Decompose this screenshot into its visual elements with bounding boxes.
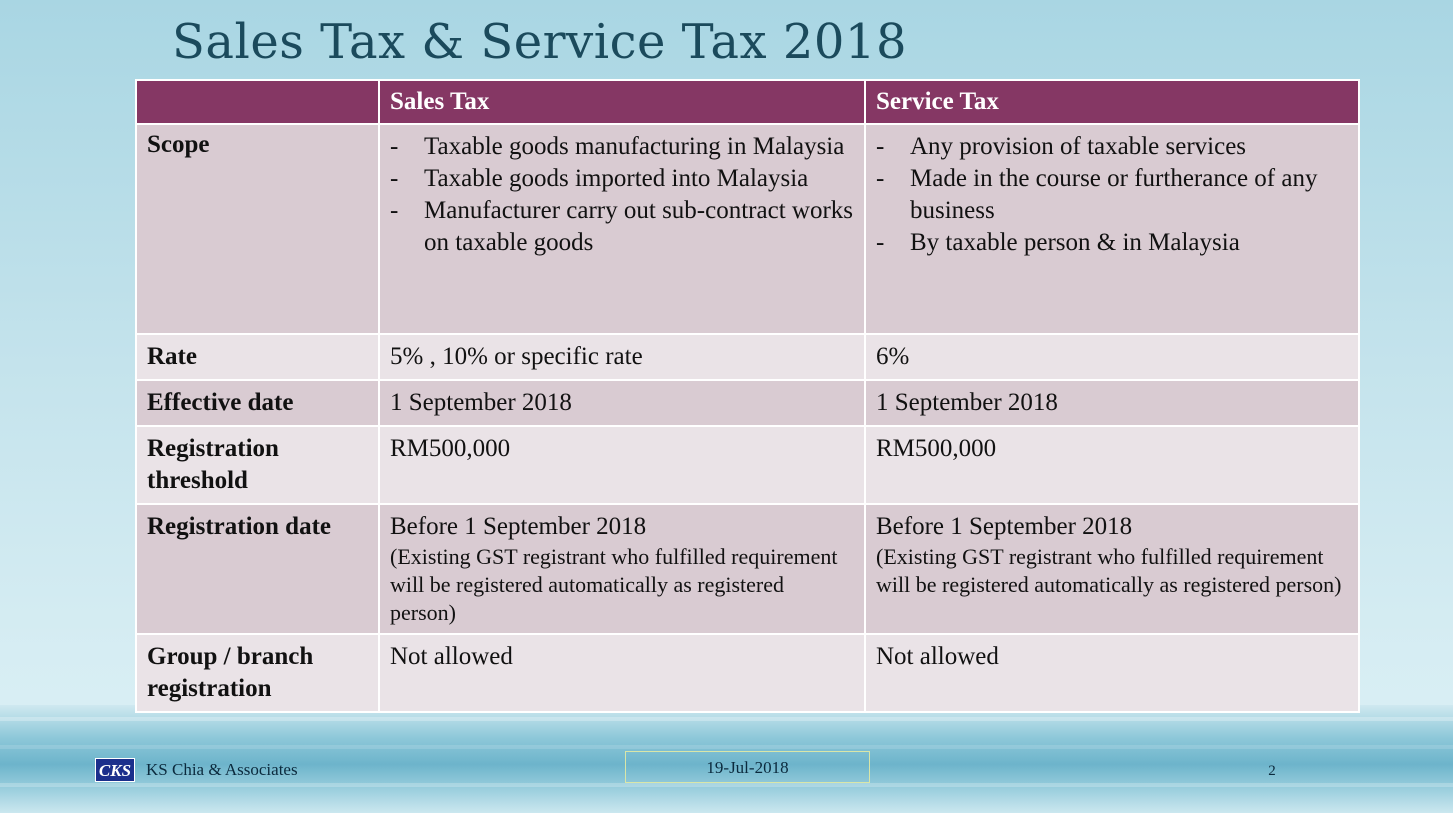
sales-registration-date-note: (Existing GST registrant who fulfilled requirement will be registered automatically as registered person) (390, 544, 838, 625)
cell-service-effective-date: 1 September 2018 (865, 380, 1359, 426)
list-item: - Taxable goods manufacturing in Malaysia (390, 133, 845, 160)
cell-service-group-branch: Not allowed (865, 634, 1359, 712)
slide-title: Sales Tax & Service Tax 2018 (172, 14, 908, 70)
service-registration-date-note: (Existing GST registrant who fulfilled requirement will be registered automatically as registered person) (876, 544, 1342, 597)
cell-service-registration-date (865, 504, 1359, 634)
list-item: - Made in the course or furtherance of any business (876, 165, 1318, 224)
footer-company-name: KS Chia & Associates (146, 760, 298, 779)
list-item: - By taxable person & in Malaysia (876, 229, 1240, 256)
list-item: - Any provision of taxable services (876, 133, 1247, 160)
table-row-group-branch (136, 634, 1359, 712)
header-empty-cell (136, 80, 379, 124)
row-label-effective-date: Effective date (136, 380, 379, 426)
row-label-scope: Scope (136, 124, 379, 334)
row-label-registration-threshold: Registration threshold (136, 426, 379, 504)
cell-sales-registration-date (379, 504, 865, 634)
list-item: - Manufacturer carry out sub-contract works on taxable goods (390, 197, 853, 256)
cell-sales-group-branch: Not allowed (379, 634, 865, 712)
table-row-scope (136, 124, 1359, 334)
cell-service-threshold: RM500,000 (865, 426, 1359, 504)
list-item: - Taxable goods imported into Malaysia (390, 165, 809, 192)
table-row-effective-date (136, 380, 1359, 426)
page-number: 2 (1268, 763, 1276, 779)
table-row-registration-date (136, 504, 1359, 634)
cell-sales-rate: 5% , 10% or specific rate (379, 334, 865, 380)
comparison-table (135, 79, 1360, 713)
service-scope-list (876, 131, 1348, 259)
footer-date: 19-Jul-2018 (625, 751, 870, 783)
header-service-tax: Service Tax (865, 80, 1359, 124)
row-label-registration-date: Registration date (136, 504, 379, 634)
sales-scope-list (390, 131, 854, 259)
cell-sales-effective-date: 1 September 2018 (379, 380, 865, 426)
header-sales-tax: Sales Tax (379, 80, 865, 124)
cell-service-rate: 6% (865, 334, 1359, 380)
table-row-registration-threshold (136, 426, 1359, 504)
row-label-rate: Rate (136, 334, 379, 380)
company-logo: CKS (95, 758, 135, 782)
cell-service-scope (865, 124, 1359, 334)
table-row-rate (136, 334, 1359, 380)
sales-registration-date-main: Before 1 September 2018 (390, 513, 647, 540)
cell-sales-threshold: RM500,000 (379, 426, 865, 504)
service-registration-date-main: Before 1 September 2018 (876, 513, 1133, 540)
cell-sales-scope (379, 124, 865, 334)
table-header-row (136, 80, 1359, 124)
row-label-group-branch: Group / branch registration (136, 634, 379, 712)
